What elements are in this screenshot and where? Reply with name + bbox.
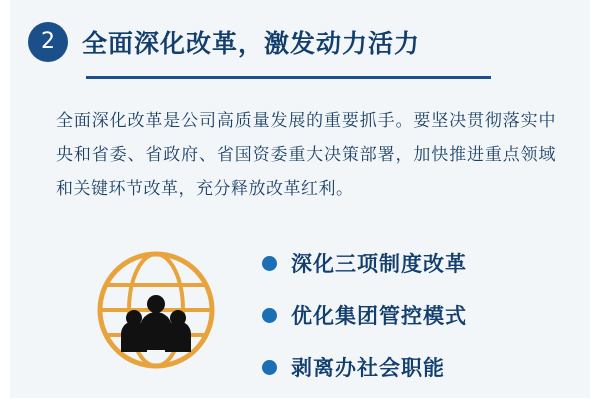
section-number-badge: 2	[28, 22, 68, 62]
title-underline-divider	[86, 76, 491, 79]
page-margin-bottom	[0, 398, 600, 414]
bullet-list	[262, 248, 467, 382]
bullet-dot-icon	[262, 256, 277, 271]
bullet-label: 剥离办社会职能	[291, 357, 445, 380]
section-header	[28, 22, 420, 62]
bullet-dot-icon	[262, 308, 277, 323]
page-margin-right	[590, 0, 600, 414]
list-item	[262, 248, 467, 278]
list-item	[262, 352, 467, 382]
section-paragraph: 全面深化改革是公司高质量发展的重要抓手。要坚决贯彻落实中央和省委、省政府、省国资委重大决策部署，加快推进重点领域和关键环节改革，充分释放改革红利。	[56, 111, 556, 198]
list-item	[262, 300, 467, 330]
page-margin-left	[0, 0, 10, 414]
globe-people-icon	[92, 246, 220, 374]
bullet-label: 优化集团管控模式	[291, 305, 467, 328]
bullet-dot-icon	[262, 360, 277, 375]
page-title: 全面深化改革，激发动力活力	[82, 30, 421, 58]
bullet-label: 深化三项制度改革	[291, 253, 467, 276]
